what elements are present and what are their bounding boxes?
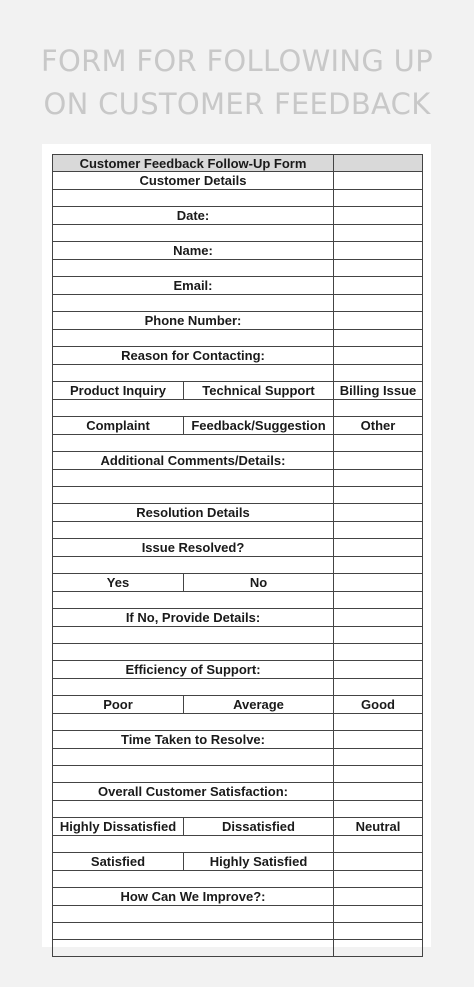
form-label-row bbox=[53, 609, 423, 627]
blank-entry-cell[interactable] bbox=[53, 260, 334, 277]
blank-side-cell bbox=[334, 330, 423, 347]
blank-entry-cell[interactable] bbox=[53, 923, 334, 940]
blank-entry-cell[interactable] bbox=[53, 940, 334, 957]
field-label: Resolution Details bbox=[53, 504, 334, 522]
form-blank-row bbox=[53, 260, 423, 277]
form-label-row bbox=[53, 731, 423, 749]
blank-side-cell bbox=[334, 225, 423, 242]
blank-entry-cell[interactable] bbox=[53, 644, 334, 661]
field-value-cell[interactable] bbox=[334, 731, 423, 749]
form-label-row bbox=[53, 888, 423, 906]
option-cell[interactable]: Neutral bbox=[334, 818, 423, 836]
form-blank-row bbox=[53, 766, 423, 783]
blank-side-cell bbox=[334, 923, 423, 940]
blank-entry-cell[interactable] bbox=[53, 487, 334, 504]
field-label: Customer Details bbox=[53, 172, 334, 190]
form-label-row bbox=[53, 504, 423, 522]
blank-side-cell bbox=[334, 365, 423, 382]
field-value-cell[interactable] bbox=[334, 783, 423, 801]
blank-entry-cell[interactable] bbox=[53, 714, 334, 731]
form-options-row bbox=[53, 382, 423, 400]
form-blank-row bbox=[53, 871, 423, 888]
field-label: Overall Customer Satisfaction: bbox=[53, 783, 334, 801]
option-cell[interactable]: Average bbox=[184, 696, 334, 714]
empty-cell bbox=[334, 853, 423, 871]
page-title-line-2: ON CUSTOMER FEEDBACK bbox=[43, 87, 431, 121]
option-cell[interactable]: No bbox=[184, 574, 334, 592]
blank-side-cell bbox=[334, 644, 423, 661]
option-cell[interactable]: Technical Support bbox=[184, 382, 334, 400]
form-options-row bbox=[53, 818, 423, 836]
form-header-row bbox=[53, 155, 423, 172]
option-cell[interactable]: Highly Dissatisfied bbox=[53, 818, 184, 836]
form-label-row bbox=[53, 661, 423, 679]
field-label: Time Taken to Resolve: bbox=[53, 731, 334, 749]
blank-side-cell bbox=[334, 260, 423, 277]
field-label: Name: bbox=[53, 242, 334, 260]
blank-entry-cell[interactable] bbox=[53, 766, 334, 783]
field-value-cell[interactable] bbox=[334, 661, 423, 679]
field-label: How Can We Improve?: bbox=[53, 888, 334, 906]
form-blank-row bbox=[53, 801, 423, 818]
form-blank-row bbox=[53, 836, 423, 853]
option-cell[interactable]: Product Inquiry bbox=[53, 382, 184, 400]
option-cell[interactable]: Poor bbox=[53, 696, 184, 714]
form-blank-row bbox=[53, 400, 423, 417]
field-value-cell[interactable] bbox=[334, 172, 423, 190]
form-options-row bbox=[53, 417, 423, 435]
form-label-row bbox=[53, 172, 423, 190]
field-label: Date: bbox=[53, 207, 334, 225]
option-cell[interactable]: Satisfied bbox=[53, 853, 184, 871]
form-label-row bbox=[53, 242, 423, 260]
field-value-cell[interactable] bbox=[334, 207, 423, 225]
form-label-row bbox=[53, 207, 423, 225]
blank-side-cell bbox=[334, 906, 423, 923]
blank-side-cell bbox=[334, 766, 423, 783]
field-value-cell[interactable] bbox=[334, 277, 423, 295]
blank-entry-cell[interactable] bbox=[53, 749, 334, 766]
field-value-cell[interactable] bbox=[334, 312, 423, 330]
blank-entry-cell[interactable] bbox=[53, 295, 334, 312]
page-title bbox=[0, 40, 474, 126]
field-value-cell[interactable] bbox=[334, 347, 423, 365]
field-value-cell[interactable] bbox=[334, 452, 423, 470]
form-options-row bbox=[53, 574, 423, 592]
blank-entry-cell[interactable] bbox=[53, 679, 334, 696]
blank-entry-cell[interactable] bbox=[53, 836, 334, 853]
blank-side-cell bbox=[334, 836, 423, 853]
option-cell[interactable]: Billing Issue bbox=[334, 382, 423, 400]
blank-entry-cell[interactable] bbox=[53, 400, 334, 417]
blank-entry-cell[interactable] bbox=[53, 801, 334, 818]
option-cell[interactable]: Good bbox=[334, 696, 423, 714]
form-label-row bbox=[53, 347, 423, 365]
feedback-form-table bbox=[52, 154, 423, 957]
blank-side-cell bbox=[334, 522, 423, 539]
blank-entry-cell[interactable] bbox=[53, 592, 334, 609]
blank-side-cell bbox=[334, 435, 423, 452]
blank-side-cell bbox=[334, 714, 423, 731]
option-cell[interactable]: Feedback/Suggestion bbox=[184, 417, 334, 435]
form-header-title: Customer Feedback Follow-Up Form bbox=[53, 155, 334, 172]
blank-entry-cell[interactable] bbox=[53, 557, 334, 574]
field-label: Phone Number: bbox=[53, 312, 334, 330]
field-value-cell[interactable] bbox=[334, 504, 423, 522]
field-value-cell[interactable] bbox=[334, 539, 423, 557]
blank-side-cell bbox=[334, 749, 423, 766]
form-label-row bbox=[53, 452, 423, 470]
blank-entry-cell[interactable] bbox=[53, 522, 334, 539]
form-blank-row bbox=[53, 190, 423, 207]
form-blank-row bbox=[53, 923, 423, 940]
blank-side-cell bbox=[334, 470, 423, 487]
page-title-line-1: FORM FOR FOLLOWING UP bbox=[40, 44, 433, 78]
form-blank-row bbox=[53, 295, 423, 312]
blank-side-cell bbox=[334, 557, 423, 574]
field-label: Additional Comments/Details: bbox=[53, 452, 334, 470]
field-label: Issue Resolved? bbox=[53, 539, 334, 557]
form-blank-row bbox=[53, 435, 423, 452]
form-blank-row bbox=[53, 225, 423, 242]
blank-entry-cell[interactable] bbox=[53, 330, 334, 347]
blank-side-cell bbox=[334, 801, 423, 818]
blank-entry-cell[interactable] bbox=[53, 225, 334, 242]
blank-side-cell bbox=[334, 190, 423, 207]
field-label: If No, Provide Details: bbox=[53, 609, 334, 627]
field-value-cell[interactable] bbox=[334, 888, 423, 906]
blank-side-cell bbox=[334, 627, 423, 644]
field-label: Email: bbox=[53, 277, 334, 295]
empty-cell bbox=[334, 574, 423, 592]
form-blank-row bbox=[53, 592, 423, 609]
form-blank-row bbox=[53, 365, 423, 382]
blank-side-cell bbox=[334, 871, 423, 888]
form-blank-row bbox=[53, 940, 423, 957]
blank-side-cell bbox=[334, 940, 423, 957]
form-header-blank-cell bbox=[334, 155, 423, 172]
field-label: Reason for Contacting: bbox=[53, 347, 334, 365]
option-cell[interactable]: Dissatisfied bbox=[184, 818, 334, 836]
option-cell[interactable]: Highly Satisfied bbox=[184, 853, 334, 871]
blank-entry-cell[interactable] bbox=[53, 190, 334, 207]
blank-entry-cell[interactable] bbox=[53, 435, 334, 452]
form-blank-row bbox=[53, 487, 423, 504]
blank-entry-cell[interactable] bbox=[53, 470, 334, 487]
blank-entry-cell[interactable] bbox=[53, 365, 334, 382]
form-label-row bbox=[53, 539, 423, 557]
form-blank-row bbox=[53, 679, 423, 696]
blank-entry-cell[interactable] bbox=[53, 871, 334, 888]
blank-side-cell bbox=[334, 487, 423, 504]
option-cell[interactable]: Yes bbox=[53, 574, 184, 592]
field-value-cell[interactable] bbox=[334, 242, 423, 260]
form-label-row bbox=[53, 312, 423, 330]
form-label-row bbox=[53, 783, 423, 801]
form-options-row bbox=[53, 696, 423, 714]
option-cell[interactable]: Complaint bbox=[53, 417, 184, 435]
blank-side-cell bbox=[334, 295, 423, 312]
form-label-row bbox=[53, 277, 423, 295]
option-cell[interactable]: Other bbox=[334, 417, 423, 435]
form-blank-row bbox=[53, 644, 423, 661]
form-blank-row bbox=[53, 470, 423, 487]
form-blank-row bbox=[53, 714, 423, 731]
field-label: Efficiency of Support: bbox=[53, 661, 334, 679]
form-blank-row bbox=[53, 906, 423, 923]
blank-side-cell bbox=[334, 400, 423, 417]
form-blank-row bbox=[53, 330, 423, 347]
form-blank-row bbox=[53, 749, 423, 766]
blank-side-cell bbox=[334, 592, 423, 609]
form-blank-row bbox=[53, 522, 423, 539]
blank-side-cell bbox=[334, 679, 423, 696]
form-options-row bbox=[53, 853, 423, 871]
field-value-cell[interactable] bbox=[334, 609, 423, 627]
form-blank-row bbox=[53, 627, 423, 644]
blank-entry-cell[interactable] bbox=[53, 906, 334, 923]
blank-entry-cell[interactable] bbox=[53, 627, 334, 644]
form-blank-row bbox=[53, 557, 423, 574]
